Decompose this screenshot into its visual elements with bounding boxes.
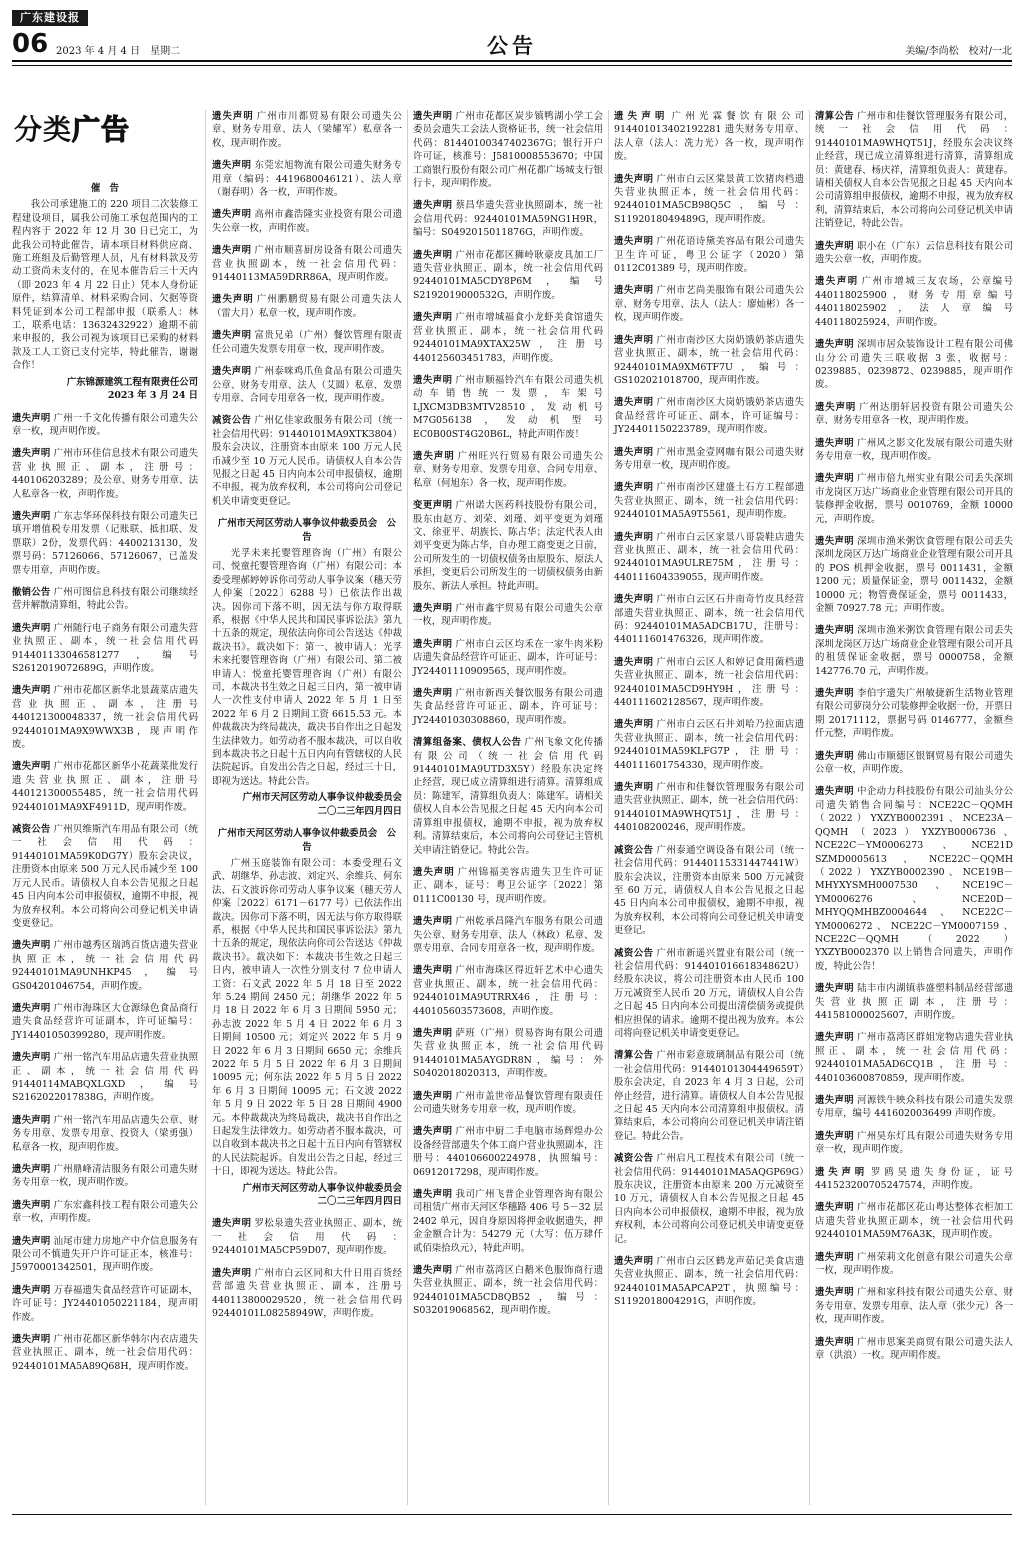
notice-item [614, 396, 804, 436]
notice-type: 遗失声明 [12, 1164, 51, 1175]
announcement-block [12, 182, 198, 403]
announcement-date: 2023 年 3 月 24 日 [107, 390, 198, 402]
notice-type: 遗失声明 [815, 625, 855, 637]
notice-item [614, 481, 804, 521]
announcement-title: 催 告 [90, 183, 120, 194]
notice-text: 广州市倍九州实业有限公司丢失深圳市龙岗区万达广场商业企业管理有限公司开具的装修押金收据，票号 0010769，金额 10000 元，声明作废。 [815, 473, 1013, 525]
notice-text: 职小在（广东）云信息科技有限公司遗失公章一枚，声明作废。 [815, 240, 1013, 266]
notice-item [12, 760, 198, 814]
notice-type: 清算公告 [614, 1050, 654, 1062]
announcement-date: 二〇二三年四月四日 [317, 805, 402, 817]
notice-item [413, 1125, 603, 1179]
notice-type: 遗失声明 [413, 688, 453, 700]
notice-type: 遗失声明 [212, 330, 252, 342]
notice-item [614, 844, 804, 938]
notice-text: 广州市艺尚美服饰有限公司遗失公章、财务专用章、法人（法人：廖灿彬）各一枚，现声明作废。 [614, 285, 804, 324]
notice-text: 广州随行电子商务有限公司遗失营业执照正、副本，统一社会信用代码 914401133046581277，编号 S2612019072689G，声明作废。 [12, 622, 198, 674]
notice-text: 广州市花都区狮岭耿豪皮具加工厂遗失营业执照正、副本，统一社会信用代码 92440101MA5CDY8P6M，编号 S2192019000532G，声明作废。 [413, 249, 603, 301]
notice-item [212, 414, 402, 508]
notice-type: 遗失声明 [815, 1032, 855, 1044]
notice-text: 广州市荔湾区群姐宠物店遗失营业执照正、副本，统一社会信用代码：92440101MA5AD6CQ1B，注册号：440103600870859，现声明作废。 [815, 1032, 1013, 1084]
notice-text: 广州市顺福铃汽车有限公司遗失机动车销售统一发票，车架号 LJXCM3DB3MTV28510，发动机号 M7G056138，发动机型号 EC0B00ST4G20B6L，特此声明作废！ [413, 374, 603, 440]
notice-item [12, 1199, 198, 1226]
announcement-body: 我公司承建施工的 220 项目二次装修工程建设项目，属我公司施工承包范围内的工程内容于 2022 年 12 月 30 日已完工，为此我公司特此催告，请本项目材料供应商、施工班组及后勤管理人员，凡有材料款及劳动工资尚未支付的，在见本催告后三十天内（即 2023 年 4 月 22 日止）凭本人身份证原件，结算清单、材料采购合同、欠据等资料凭证到本公司工程部申报（联系人：林工，联系电话：13632432922）逾期不前来申报的，我公司视为该项目已采购的材料款及工人工资已支付完毕，特此催告，谢谢合作！ [12, 199, 198, 372]
notice-item [815, 1201, 1013, 1241]
notice-type: 遗失声明 [413, 1126, 453, 1138]
notice-type: 遗失声明 [413, 965, 453, 977]
notice-text: 陆丰市内湖镇恭盛塑料制品经营部遗失营业执照正副本，注册号：441581000025607，声明作废。 [815, 983, 1013, 1021]
notice-item [413, 1090, 603, 1117]
notice-item [413, 687, 603, 727]
notice-type: 遗失声明 [815, 240, 855, 252]
notice-type: 撤销公告 [12, 586, 51, 598]
notice-text: 广州泰通空调设备有限公司（统一社会信用代码：91440115331447441W）股东会决议，注册资本由原来 500 万元减资至 60 万元，请债权人自本公告见报之日起 45 日内向本公司申报债权，逾期不申报，视为放弃权利，本公司将向公司登记机关申请变更登记。 [614, 844, 804, 937]
notice-type: 遗失声明 [815, 750, 855, 762]
notice-type: 遗失声明 [614, 334, 654, 346]
notice-type: 遗失声明 [12, 761, 51, 773]
notice-type: 遗失声明 [815, 688, 855, 700]
notice-type: 遗失声明 [12, 622, 51, 634]
notice-type: 遗失声明 [815, 437, 855, 449]
notice-type: 遗失声明 [815, 983, 855, 995]
notice-text: 万春福遗失食品经营许可证副本，许可证号：JY24401050221184，现声明作废。 [12, 1284, 198, 1323]
notice-item [12, 622, 198, 676]
notice-text: 广州市和佳餐饮管理服务有限公司，统一社会信用代码：91440101MA9WHQT51J，经股东会决议终止经营，现已成立清算组进行清算，清算组成员：黄建春、杨庆祥，清算组负责人：黄建春。请相关债权人自本公告见报之日起 45 天内向本公司清算组申报债权，逾期不申报，视为放弃权利，清算结束后，本公司将向公司登记机关申请注销登记，特此公告。 [815, 111, 1013, 230]
notice-type: 遗失声明 [12, 685, 51, 697]
notice-item [212, 1217, 402, 1257]
notice-text: 广州乾承昌隆汽车服务有限公司遗失公章、财务专用章、法人（林政）私章、发票专用章、合同专用章各一枚，现声明作废。 [413, 916, 603, 954]
notice-item [614, 334, 804, 388]
notice-text: 广州市中厨二手电脑市场辉煌办公设备经营部遗失个体工商户营业执照副本，注册号：440106600224978，执照编号：06912017298，现声明作废。 [413, 1126, 603, 1178]
notice-item [815, 1251, 1013, 1278]
notice-text: 广州诺大医药科技股份有限公司，股东由赵方、刘荣、刘瑾、刘平变更为刘瑾文、徐亚平、胡族长、陈占华；法定代表人由刘平变更为陈占华，自办理工商变更之日前，公司所发生的一切债权债务由原股东、原法人承担，变更后公司所发生的一切债权债务由新股东、新法人承担。特此声明。 [413, 500, 603, 592]
notice-item [413, 964, 603, 1018]
notice-text: 广东宏鑫科技工程有限公司遗失公章一枚，声明作废。 [12, 1199, 198, 1225]
announcement-signer: 广东锦源建筑工程有限责任公司 [66, 376, 198, 388]
notice-type: 遗失声明 [614, 397, 654, 409]
notice-item [413, 1264, 603, 1318]
notice-text: 广州风之影文化发展有限公司遗失财务专用章一枚，现声明作废。 [815, 437, 1013, 462]
notice-text: 罗鸥昊遗失身份证，证号 441523200705247574，声明作废。 [815, 1166, 1013, 1192]
notice-type: 遗失声明 [12, 1235, 51, 1247]
notice-text: 广州市越秀区瑞鸿百货店遗失营业执照正本，统一社会信用代码 92440101MA9UNHKP45，编号 GS04201046754，声明作废。 [12, 940, 198, 992]
notice-item [12, 1163, 198, 1190]
notice-type: 遗失声明 [413, 450, 455, 462]
notice-text: 深圳市渔米粥饮食管理有限公司丢失深圳龙岗区万达广场商业企业管理有限公司开具的租赁保证金收据，票号 0000758，金额 142776.70 元，声明作废。 [815, 625, 1013, 677]
announcement-block [212, 827, 406, 1208]
issue-date: 2023 年 4 月 4 日 星期二 [56, 46, 181, 57]
notice-text: 广州和家科技有限公司遗失公章、财务专用章、发票专用章、法人章（张少元）各一枚，现声明作废。 [815, 1287, 1013, 1326]
announcement-date: 二〇二三年四月四日 [317, 1196, 402, 1208]
notice-item [12, 586, 198, 613]
notice-text: 广州市花都区新华韩尔内衣店遗失营业执照正、副本，统一社会信用代码：92440101MA5A89Q68H，现声明作废。 [12, 1334, 198, 1372]
notice-item [212, 159, 402, 199]
notice-item [614, 235, 804, 275]
classified-ads-title [14, 108, 130, 148]
notice-item [815, 687, 1013, 741]
column-divider [407, 110, 408, 1505]
notice-item [12, 1051, 198, 1105]
notice-type: 遗失声明 [413, 1027, 453, 1039]
notice-item [12, 823, 198, 930]
notice-text: 佛山市顺德区银钢贸易有限公司遗失公章一枚，声明作废。 [815, 750, 1013, 776]
notice-text: 广州贝维斯汽车用品有限公司（统一社会信用代码：91440101MA59K0DG7Y）股东会决议，注册资本由原来 500 万元人民币减少至 100 万元人民币。请债权人自本公告见报之日起 45 日内向本公司申报债权，逾期不申报，视为放弃权利。本公司将向公司登记机关申请变更登记。 [12, 824, 198, 929]
notice-type: 遗失声明 [815, 276, 859, 288]
notice-text: 广州市海珠区大仓源绿色食品商行遗失食品经营许可证副本，许可证编号：JY14401050399280，现声明作废。 [12, 1002, 198, 1041]
notice-text: 广州启凡工程技术有限公司（统一社会信用代码：91440101MA5AQGP69G）股东决议，注册资本由原来 200 万元减资至 10 万元，请债权人自本公告见报之日起 45 日内向本公司申报债权，逾期不申报，视为放弃权利，本公司将向公司登记机关申请变更登记。 [614, 1153, 804, 1245]
notice-item [12, 1235, 198, 1275]
announcement-signer: 广州市天河区劳动人事争议仲裁委员会 [242, 1182, 402, 1194]
notice-text: 广州市盖世帝品餐饮管理有限责任公司遗失财务专用章一枚，现声明作废。 [413, 1090, 603, 1115]
notice-item [413, 1027, 603, 1081]
notice-item [413, 499, 603, 593]
notice-type: 遗失声明 [212, 111, 254, 122]
editor-credits: 美编/李尚松 校对/一北 [905, 46, 1012, 57]
notice-text: 广东志华环保科技有限公司遗失已填开增值税专用发票（记账联、抵扣联、发票联）2份，发票代码：4400213130，发票号码：57126066、57126067，已盖发票专用章，声明作废。 [12, 510, 198, 576]
notice-item [12, 939, 198, 993]
classified-ads-title-part1: 分类 [14, 113, 73, 146]
notice-type: 遗失声明 [12, 1284, 51, 1296]
notice-text: 我司广州飞普企业管理咨询有限公司租赁广州市天河区华穗路 406 号 5－32 层 2402 单元，因自身原因将押金收据遗失，押金金额合计为：54279 元（大写：伍万肆仟贰佰柒拾玖元），特此声明。 [413, 1189, 603, 1254]
notice-text: 广州市顺喜厨房设备有限公司遗失营业执照副本，统一社会信用代码：91440113MA59DRR86A，现声明作废。 [212, 245, 402, 284]
masthead-label: 广东建设报 [12, 10, 88, 26]
notice-item [212, 110, 402, 150]
notice-text: 汕尾市建力房地产中介信息服务有限公司不慎遗失开户许可证正本，核准号：J5970001342501，现声明作废。 [12, 1235, 198, 1274]
notice-text: 广州市白云区石井南奇竹皮具经营部遗失营业执照正、副本，统一社会信用代码：92440101MA5ADCB17U，注册号：440111601476326，现声明作废。 [614, 594, 804, 646]
announcement-signer: 广州市天河区劳动人事争议仲裁委员会 [242, 792, 402, 804]
notice-type: 遗失声明 [614, 111, 669, 122]
notice-item [815, 750, 1013, 777]
announcement-block [212, 517, 406, 818]
notice-item [815, 275, 1013, 329]
notice-text: 广州市鑫宇贸易有限公司遗失公章一枚，现声明作废。 [413, 603, 603, 628]
announcement-body: 广州玉庭装饰有限公司：本委受理石文武、胡继华、孙志波、刘定兴、余维兵、何东法、石文波诉你司劳动人事争议案（穗天劳人仲案〔2022〕6171－6177 号）已依法作出裁决。因你司下落不明，因无法与你方取得联系，根据《中华人民共和国民事诉讼法》第九十五条的规定，现依法向你司公告送达《仲裁裁决书》。裁决如下：本裁决书生效之日起三日内，被申请人一次性分别支付 7 位申请人工资：石文武 2022 年 5 月 18 日至 2022 年 5.24 期间 2450 元；胡继华 2022 年 5 月 18 日 2022 年 6 月 3 日期间 5950 元；孙志波 2022 年 5 月 4 日 2022 年 6 月 3 日期间 10500 元；刘定兴 2022 年 5 月 9 日 2022 年 6 月 3 日期间 6650 元；余维兵 2022 年 5 月 5 日 2022 年 6 月 3 日期间 10095 元；何东法 2022 年 5 月 5 日 2022 年 6 月 3 日期间 10095 元；石文波 2022 年 5 月 9 日 2022 年 5 日 28 日期间 4900 元。本仲裁裁决为终局裁决，裁决书自作出之日起发生法律效力。如劳动者不服本裁决，可以自收到本裁决书之日起十五日内向有管辖权的人民法院起诉。自发出公告之日起，经过三十日，即视为送达。特此公告。 [212, 857, 402, 1178]
notice-type: 遗失声明 [614, 446, 654, 458]
notice-type: 遗失声明 [815, 339, 855, 351]
notice-text: 广州市花都区炭步镇鸭湖小学工会委员会遗失工会法人资格证书，统一社会信用代码：81440100347402367G；银行开户许可证，核准号：J5810008553670；中国工商银行股份有限公司广州花都广场城支行银行卡，现声明作废。 [413, 111, 603, 190]
notice-type: 变更声明 [413, 500, 453, 512]
notice-item [212, 208, 402, 235]
notice-text: 广州市花都区花山粤达整体衣柜加工店遗失营业执照正副本，统一社会信用代码 92440101MA59M76A3K，现声明作废。 [815, 1202, 1013, 1241]
notice-item [614, 446, 804, 473]
notice-text: 广州可图信息科技有限公司继续经营并解散清算组，特此公告。 [12, 586, 198, 612]
notice-item [614, 947, 804, 1041]
notice-item [413, 915, 603, 955]
notice-item [815, 1094, 1013, 1121]
notice-column-3 [413, 110, 603, 1505]
notice-type: 遗失声明 [12, 1199, 51, 1211]
notice-text: 广州市花都区新华小花蔬菜批发行遗失营业执照正、副本，注册号 440121300055485，统一社会信用代码 92440101MA9XF4911D，现声明作废。 [12, 761, 198, 813]
notice-text: 广州市思案美商贸有限公司遗失法人章（洪浪）一枚。现声明作废。 [815, 1336, 1013, 1362]
notice-type: 减资公告 [12, 824, 51, 836]
notice-type: 遗失声明 [212, 209, 252, 221]
notice-item [614, 531, 804, 585]
notice-text: 广州鹏鹏贸易有限公司遗失法人（雷大月）私章一枚，现声明作废。 [212, 294, 402, 319]
notice-text: 广州市黑金壹网咖有限公司遗失财务专用章一枚，现声明作废。 [614, 446, 804, 471]
notice-item [614, 110, 804, 164]
notice-text: 广州一千文化传播有限公司遗失公章一枚，现声明作废。 [12, 412, 198, 437]
notice-item [12, 1002, 198, 1042]
notice-type: 遗失声明 [413, 866, 455, 878]
notice-text: 广州市增城三友农场，公章编号 440118025900，财务专用章编号 440118025902，法人章编号 440118025924，声明作废。 [815, 276, 1013, 328]
notice-type: 遗失声明 [413, 916, 453, 928]
notice-item [815, 401, 1013, 428]
notice-text: 广州市彩意玻璃制品有限公司（统一社会信用代码：91440101304449659T）股东会决定，自 2023 年 4 月 3 日起，公司停止经营，进行清算。请债权人自本公告见报之日起 45 天内向本公司清算组申报债权。清算结束后，本公司将向公司登记机关申请注销登记。特此公告。 [614, 1050, 804, 1142]
notice-type: 遗失声明 [815, 1336, 855, 1348]
notice-item [614, 593, 804, 647]
notice-text: 广州市白云区家景八哥袋鞋店遗失营业执照正、副本，统一社会信用代码：92440101MA9ULRE75M，注册号：440111604339055，现声明作废。 [614, 531, 804, 583]
notice-type: 遗失声明 [614, 285, 654, 297]
notice-text: 广州市白云区棠景黄工饮猪肉档遗失营业执照正本，统一社会信用代码：92440101MA5CB98Q5C，编号：S1192018049489G，现声明作废。 [614, 173, 804, 225]
classified-ads-title-part2: 广告 [72, 113, 131, 146]
notice-type: 遗失声明 [614, 782, 654, 794]
notice-item [413, 866, 603, 906]
notice-text: 广州市南沙区大岗奶饿奶茶店遗失食品经营许可证正、副本，许可证编号：JY24401150223789，现声明作废。 [614, 397, 804, 436]
notice-column-4 [614, 110, 804, 1505]
notice-text: 深圳市居众装饰设计工程有限公司佛山分公司遗失三联收据 3 张，收据号：0239885、0239872、0239885，现声明作废。 [815, 339, 1013, 391]
notice-type: 遗失声明 [212, 160, 252, 172]
notice-text: 广州市南沙区大岗奶饿奶茶店遗失营业执照正、副本，统一社会信用代码：92440101MA9XM6TF7U，编号：GS102021018700，现声明作废。 [614, 334, 804, 386]
notice-type: 遗失声明 [12, 448, 51, 460]
notice-type: 遗失声明 [614, 719, 654, 731]
notice-item [413, 638, 603, 678]
notice-text: 广州市增城福食小龙虾美食馆遗失营业执照正、副本，统一社会信用代码 92440101MA9XTAX25W，注册号 440125603451783，声明作废。 [413, 312, 603, 364]
notice-type: 遗失声明 [815, 1202, 855, 1214]
notice-text: 高州市鑫浩隆实业投资有限公司遗失公章一枚，声明作废。 [212, 209, 402, 234]
notice-type: 遗失声明 [12, 1114, 51, 1126]
notice-item [815, 240, 1013, 267]
notice-text: 河源铁牛映众科技有限公司遗失发票专用章，编号 4416020036499 声明作废。 [815, 1095, 1013, 1120]
notice-text: 萨班（广州）贸易咨询有限公司遗失营业执照正本，统一社会信用代码 91440101MA5AYGDR8N，编号：外 S0402018020313，声明作废。 [413, 1027, 603, 1080]
notice-item [815, 982, 1013, 1022]
notice-text: 广州光霖餐饮有限公司 914401013402192281 遗失财务专用章、法人章（法人：冼力光）各一枚，现声明作废。 [614, 111, 804, 163]
notice-text: 广州亿佳家政服务有限公司（统一社会信用代码：91440101MA9XTK3804）股东会决议，注册资本由原来 100 万元人民币减少至 10 万元人民币。请债权人自本公告见报之日起 45 日内向本公司申报债权，逾期不申报，视为放弃权利，本公司将向公司登记机关申请变更登记。 [212, 415, 402, 507]
notice-item [815, 624, 1013, 678]
notice-type: 遗失声明 [413, 1090, 453, 1102]
notice-text: 广州泰咪鸡爪鱼食品有限公司遗失公章、财务专用章、法人（艾圆）私章、发票专用章、合同专用章各一枚，现声明作废。 [212, 366, 402, 404]
notice-item [12, 1284, 198, 1324]
notice-text: 深圳市渔米粥饮食管理有限公司丢失深圳龙岗区万达广场商业企业管理有限公司开具的 POS 机押金收据，票号 0011431，金额 1200 元；质量保证金，票号 0011432，金额 10000 元；物管费保证金，票号 0011433，金额 70927.78 元；声明作废。 [815, 535, 1013, 614]
notice-item [614, 656, 804, 710]
notice-item [815, 437, 1013, 464]
notice-item [413, 311, 603, 365]
notice-type: 遗失声明 [614, 482, 654, 494]
notice-item [815, 1286, 1013, 1326]
notice-type: 遗失声明 [815, 535, 855, 547]
notice-item [815, 110, 1013, 231]
notice-type: 遗失声明 [815, 1095, 855, 1106]
notice-text: 李伯宇遗失广州敏捷新生活物业管理有限公司萝岗分公司装修押金收据一份，开票日期 20171112，票据号码 0146777，金额叁仟元整，声明作废。 [815, 688, 1013, 740]
notice-item [413, 199, 603, 239]
notice-text: 广州达朋轩居投资有限公司遗失公章、财务专用章各一枚，现声明作废。 [815, 401, 1013, 427]
notice-type: 遗失声明 [815, 1287, 855, 1299]
notice-type: 遗失声明 [413, 312, 453, 324]
notice-type: 遗失声明 [614, 594, 654, 606]
notice-text: 广州市白云区均禾在一家牛肉米粉店遗失食品经营许可证正、副本，许可证号：JY24401110909565，现声明作废。 [413, 638, 603, 677]
section-title: 公告 [487, 34, 537, 58]
notice-type: 减资公告 [212, 415, 252, 427]
notice-item [614, 718, 804, 772]
notice-item [12, 412, 198, 439]
notice-text: 广州市白云区人和婷记食用菌档遗失营业执照正、副本，统一社会信用代码：92440101MA5CD9HY9H，注册号：440111602128567，现声明作废。 [614, 656, 804, 709]
notice-item [212, 329, 402, 356]
notice-text: 广州昊东灯具有限公司遗失财务专用章一枚，现声明作废。 [815, 1130, 1013, 1156]
header-divider [12, 65, 1012, 66]
notice-text: 广州一铭汽车用品店遗失营业执照正、副本，统一社会信用代码 91440114MABQXLGXD，编号 S2162022017838G，声明作废。 [12, 1052, 198, 1104]
notice-item [815, 1166, 1013, 1193]
notice-item [815, 535, 1013, 615]
notice-text: 广州市荔湾区白鹅米色服饰商行遗失营业执照正、副本，统一社会信用代码：92440101MA5CD8QB52，编号：S032019068562，现声明作废。 [413, 1265, 603, 1317]
notice-type: 遗失声明 [815, 473, 855, 485]
announcement-title: 广州市天河区劳动人事争议仲裁委员会 公 告 [217, 828, 406, 853]
notice-column-2 [212, 110, 406, 1505]
notice-item [12, 684, 198, 751]
notice-text: 广州荣莉文化创意有限公司遗失公章一枚，现声明作废。 [815, 1251, 1013, 1277]
notice-item [815, 1130, 1013, 1157]
notice-type: 遗失声明 [815, 786, 855, 798]
notice-type: 遗失声明 [413, 249, 453, 261]
notice-text: 广州市南沙区建盛土石方工程部遗失营业执照正、副本，统一社会信用代码：92440101MA5A9T5561，现声明作废。 [614, 482, 804, 521]
notice-text: 罗松泉遗失营业执照正、副本，统一社会信用代码：92440101MA5CP59D07，现声明作废。 [212, 1218, 402, 1257]
notice-type: 清算组备案、债权人公告 [413, 737, 522, 749]
notice-text: 广州市白云区石井刘哈乃拉面店遗失营业执照正、副本，统一社会信用代码：92440101MA59KLFG7P，注册号：440111601754330，现声明作废。 [614, 719, 804, 771]
notice-item [614, 1255, 804, 1309]
notice-item [815, 1031, 1013, 1085]
notice-item [815, 1336, 1013, 1363]
notice-type: 遗失声明 [815, 1130, 855, 1142]
notice-text: 广州市海珠区得近轩艺术中心遗失营业执照正、副本，统一社会信用代码：92440101MA9UTRRX46，注册号：440105603573608，声明作废。 [413, 965, 603, 1017]
notice-type: 遗失声明 [614, 531, 654, 543]
announcement-body: 光孚未来托婴管理咨询（广州）有限公司、悦童托婴管理咨询（广州）有限公司：本委受理郝婷婷诉你司劳动人事争议案（穗天劳人仲案〔2022〕6288 号）已依法作出裁决。因你司下落不明，因无法与你方取得联系，根据《中华人民共和国民事诉讼法》第九十五条的规定，现依法向你司公告送达《仲裁裁决书》。裁决如下：第一、被申请人：光孚未来托婴管理咨询（广州）有限公司、第二被申请人：悦童托婴管理咨询（广州）有限公司，本裁决书生效之日起三日内，第一被申请人一次性支付申请人 2022 年 5 月 1 日至 2022 年 6 月 2 日期间工资 6615.53 元。本仲裁裁决为终局裁决，裁决书自作出之日起发生法律效力。如劳动者不服本裁决，可以自收到本裁决书之日起十五日内向有管辖权的人民法院起诉。自发出公告之日起，经过三十日，即视为送达。特此公告。 [212, 547, 402, 787]
notice-type: 遗失声明 [815, 1166, 869, 1178]
notice-type: 遗失声明 [413, 603, 453, 614]
notice-item [413, 249, 603, 303]
notice-type: 清算公告 [815, 111, 855, 122]
notice-item [212, 365, 402, 405]
notice-item [413, 110, 603, 190]
page-header [12, 28, 1012, 62]
column-divider [608, 110, 609, 1505]
notice-item [413, 374, 603, 441]
notice-item [413, 1188, 603, 1255]
notice-type: 遗失声明 [12, 510, 51, 522]
notice-item [12, 1114, 198, 1154]
notice-item [413, 450, 603, 490]
notice-type: 遗失声明 [212, 1267, 252, 1279]
notice-text: 蔡昌华遗失营业执照副本，统一社会信用代码：92440101MA59NG1H9R，编号：S0492015011876G，声明作废。 [413, 200, 603, 239]
notice-text: 广州市新西关餐饮服务有限公司遗失食品经营许可证正、副本，许可证号：JY24401030308860，现声明作废。 [413, 688, 603, 726]
notice-type: 遗失声明 [815, 1251, 855, 1263]
notice-type: 遗失声明 [212, 294, 254, 306]
notice-type: 遗失声明 [12, 940, 51, 952]
notice-type: 遗失声明 [614, 656, 654, 668]
announcement-title: 广州市天河区劳动人事争议仲裁委员会 公 告 [217, 518, 406, 543]
notice-type: 遗失声明 [614, 1256, 654, 1268]
footer-divider [12, 1514, 1012, 1515]
notice-item [12, 510, 198, 577]
notice-item [614, 1152, 804, 1246]
notice-item [413, 602, 603, 629]
notice-item [12, 447, 198, 501]
notice-text: 广州一铭汽车用品店遗失公章、财务专用章、发票专用章、投资人（梁勇强）私章各一枚，现声明作废。 [12, 1114, 198, 1153]
notice-type: 遗失声明 [212, 1218, 252, 1230]
notice-item [212, 244, 402, 284]
notice-text: 广州市川都贸易有限公司遗失公章、财务专用章、法人（梁耀军）私章各一枚，现声明作废。 [212, 111, 402, 149]
notice-text: 富贵兄弟（广州）餐饮管理有限责任公司遗失发票专用章一枚，现声明作废。 [212, 330, 402, 355]
notice-item [212, 293, 402, 320]
notice-type: 遗失声明 [413, 374, 453, 386]
notice-item [815, 472, 1013, 526]
notice-item [614, 284, 804, 324]
page-number: 06 [12, 29, 49, 59]
notice-item [212, 1267, 402, 1321]
column-divider [809, 110, 810, 1505]
notice-text: 广州花语诗黛美容品有限公司遗失卫生许可证，粤卫公证字（2020）第 0112C01389 号，现声明作废。 [614, 236, 804, 275]
notice-type: 遗失声明 [413, 1265, 453, 1277]
notice-item [614, 781, 804, 835]
notice-type: 减资公告 [614, 947, 654, 959]
notice-type: 遗失声明 [12, 1052, 51, 1064]
notice-text: 广州市花都区新华北景蔬菜店遗失营业执照正、副本，注册号 440121300048337，统一社会信用代码 92440101MA9X9WWX3B，现声明作废。 [12, 685, 198, 751]
notice-type: 遗失声明 [614, 173, 654, 185]
notice-item [815, 338, 1013, 392]
notice-type: 遗失声明 [413, 111, 453, 122]
notice-type: 遗失声明 [12, 1002, 51, 1014]
notice-text: 中企动力科技股份有限公司汕头分公司遗失销售合同编号：NCE22C－QQMH（2022）YXZYB0002391、NCE23A－QQMH（2023）YXZYB0006736、NCE22C－YM0006273、NCE21D SZMD0005613、NCE22C－QQMH（2022）YXZYB0002390、NCE19B－MHYXYSMH0007530、NCE19C－YM0006276、NCE20D－MHYQQMHBZ0004644、NCE22C－YM0006272、NCE22C－YM0007159、NCE22C－QQMH（2022）YXZYB0002370 以上销售合同遗失，声明作废，特此公告！ [815, 786, 1013, 972]
notice-type: 遗失声明 [212, 245, 252, 257]
notice-type: 减资公告 [614, 844, 654, 856]
notice-item [12, 1333, 198, 1373]
notice-item [614, 173, 804, 227]
notice-text: 广州鼎峰清洁服务有限公司遗失财务专用章一枚，现声明作废。 [12, 1164, 198, 1189]
notice-type: 遗失声明 [12, 1334, 51, 1346]
notice-text: 广州市和佳餐饮管理服务有限公司遗失营业执照正、副本，统一社会信用代码：91440101MA9WHQT51J，注册号：440108200246，现声明作废。 [614, 782, 804, 834]
notice-type: 遗失声明 [614, 236, 654, 248]
notice-item [413, 736, 603, 857]
notice-text: 广州市新遥兴置业有限公司（统一社会信用代码：91440101661834862U）经股东决议，将公司注册资本由人民币 100 万元减资至人民币 20 万元，请债权人自公告之日起 45 日内向本公司提出清偿债务或提供相应担保的请求。逾期不提出视为放弃。本公司将向登记机关申请变更登记。 [614, 947, 804, 1039]
notice-text: 广州锦福美容店遗失卫生许可证正、副本，证号：粤卫公证字〔2022〕第 0111C00130 号，现声明作废。 [413, 866, 603, 905]
notice-column-5 [815, 110, 1013, 1505]
notice-text: 广州旺兴行贸易有限公司遗失公章、财务专用章、发票专用章、合同专用章、私章（何旭东）各一枚，现声明作废。 [413, 450, 603, 489]
notice-type: 遗失声明 [12, 412, 51, 424]
notice-type: 遗失声明 [212, 366, 252, 378]
notice-column-1 [12, 180, 198, 1505]
notice-text: 东莞宏旭物流有限公司遗失财务专用章（编码：4419680046121）、法人章（谢春明）各一枚，声明作废。 [212, 160, 402, 199]
notice-text: 广州飞象文化传播有限公司（统一社会信用代码 91440101MA9UTD3X5Y）经股东决定终止经营，现已成立清算组进行清算。清算组成员：陈建军，清算组负责人：陈建军。请相关债权人自本公告见报之日起 45 天内向本公司清算组申报债权，逾期不申报，视为放弃权利。清算结束后，本公司将向公司登记主管机关申请注销登记。特此公告。 [413, 737, 603, 856]
notice-text: 广州市白云区鹤龙声茹记美食店遗失营业执照正、副本，统一社会信用代码：92440101MA5APCAP2T，执照编号：S1192018004291G，声明作废。 [614, 1256, 804, 1308]
notice-type: 遗失声明 [413, 1189, 453, 1201]
notice-item [614, 1049, 804, 1143]
notice-type: 遗失声明 [413, 200, 453, 212]
notice-type: 遗失声明 [815, 401, 857, 413]
notice-type: 减资公告 [614, 1153, 654, 1165]
notice-text: 广州市环佳信息技术有限公司遗失营业执照正、副本，注册号：440106203289；及公章、财务专用章、法人私章各一枚，声明作废。 [12, 448, 198, 500]
notice-type: 遗失声明 [413, 638, 453, 650]
notice-text: 广州市白云区同和大什日用百货经营部遗失营业执照正、副本，注册号 440113800029520，统一社会信用代码 92440101L08258949W，声明作废。 [212, 1267, 402, 1319]
notice-item [815, 785, 1013, 973]
column-divider [205, 110, 206, 1505]
